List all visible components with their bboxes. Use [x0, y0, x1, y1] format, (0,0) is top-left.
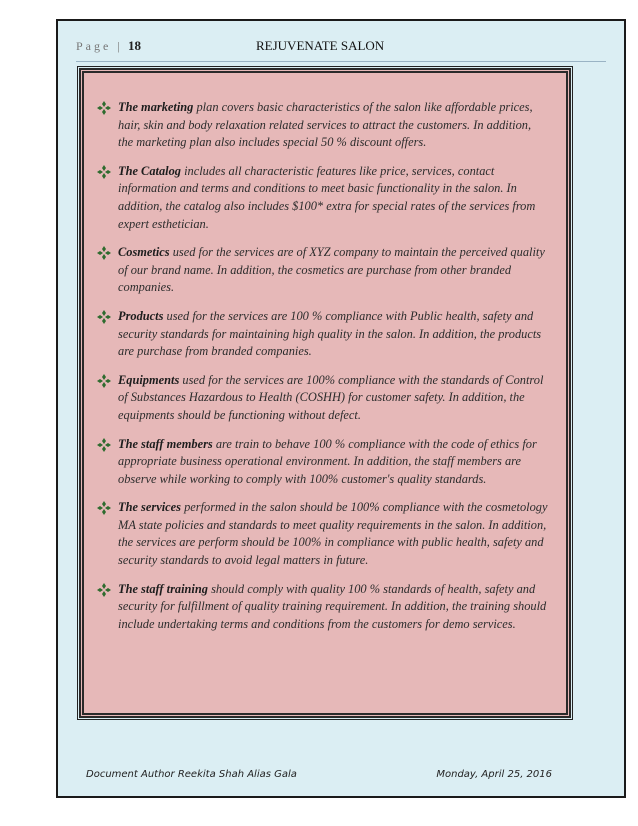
four-diamond-bullet-icon [97, 438, 111, 452]
four-diamond-bullet-icon [97, 246, 111, 260]
page-label: Page | [76, 39, 123, 53]
list-item [97, 308, 548, 361]
item-lead: The staff members [118, 436, 213, 451]
list-item [97, 99, 548, 152]
document-page [56, 19, 626, 798]
item-lead: Cosmetics [118, 245, 170, 260]
item-text: used for the services are 100 % compliance with Public health, safety and security standards for maintaining high quality in the salon. In addition, the products are purchase from branded companies. [118, 308, 542, 359]
list-item [97, 244, 548, 297]
item-text: performed in the salon should be 100% compliance with the cosmetology MA state policies and standards to meet quality requirements in the salon. In addition, the services are perform should be 100% in compliance with public health, safety and security standards to avoid legal matters in future. [118, 500, 548, 568]
list-item [97, 436, 548, 489]
four-diamond-bullet-icon [97, 310, 111, 324]
footer-author: Document Author Reekita Shah Alias Gala [86, 769, 297, 780]
four-diamond-bullet-icon [97, 101, 111, 115]
item-text: should comply with quality 100 % standards of health, safety and security for fulfillment of quality training requirement. In addition, the training should include undertaking terms and conditions from the customers for demo services. [118, 581, 547, 631]
item-text: are train to behave 100 % compliance with the code of ethics for appropriate business operational environment. In addition, the staff members are observe while working to comply with 100% customer's quality standards. [118, 436, 537, 486]
content-box [79, 68, 571, 718]
item-text: used for the services are 100% compliance with the standards of Control of Substances Hazardous to Health (COSHH) for customer safety. In addition, the equipments should be functioning without defect. [118, 372, 544, 422]
list-item [97, 581, 548, 634]
item-lead: The marketing [118, 100, 194, 114]
item-lead: The services [118, 500, 181, 515]
list-item [97, 372, 548, 425]
feature-list [84, 73, 566, 633]
item-text: used for the services are of XYZ company to maintain the perceived quality of our brand name. In addition, the cosmetics are purchase from other branded companies. [118, 245, 545, 295]
page-header [76, 33, 614, 57]
header-divider [76, 61, 606, 62]
item-lead: The Catalog [118, 163, 181, 178]
item-lead: Equipments [118, 372, 180, 387]
item-text: plan covers basic characteristics of the salon like affordable prices, hair, skin and body relaxation related services to attract the customers. In addition, the marketing plan also includes special 50 % discount offers. [118, 100, 533, 150]
four-diamond-bullet-icon [97, 165, 111, 179]
list-item [97, 499, 548, 569]
footer-date: Monday, April 25, 2016 [436, 769, 552, 780]
four-diamond-bullet-icon [97, 501, 111, 515]
item-lead: Products [118, 308, 164, 323]
four-diamond-bullet-icon [97, 583, 111, 597]
document-title: REJUVENATE SALON [256, 38, 385, 53]
four-diamond-bullet-icon [97, 374, 111, 388]
item-text: includes all characteristic features like price, services, contact information and terms and conditions to meet basic functionality in the salon. In addition, the catalog also includes $100* extra for special rates of the services from expert esthetician. [118, 163, 536, 231]
page-number: 18 [128, 38, 141, 53]
item-lead: The staff training [118, 581, 208, 596]
list-item [97, 163, 548, 233]
